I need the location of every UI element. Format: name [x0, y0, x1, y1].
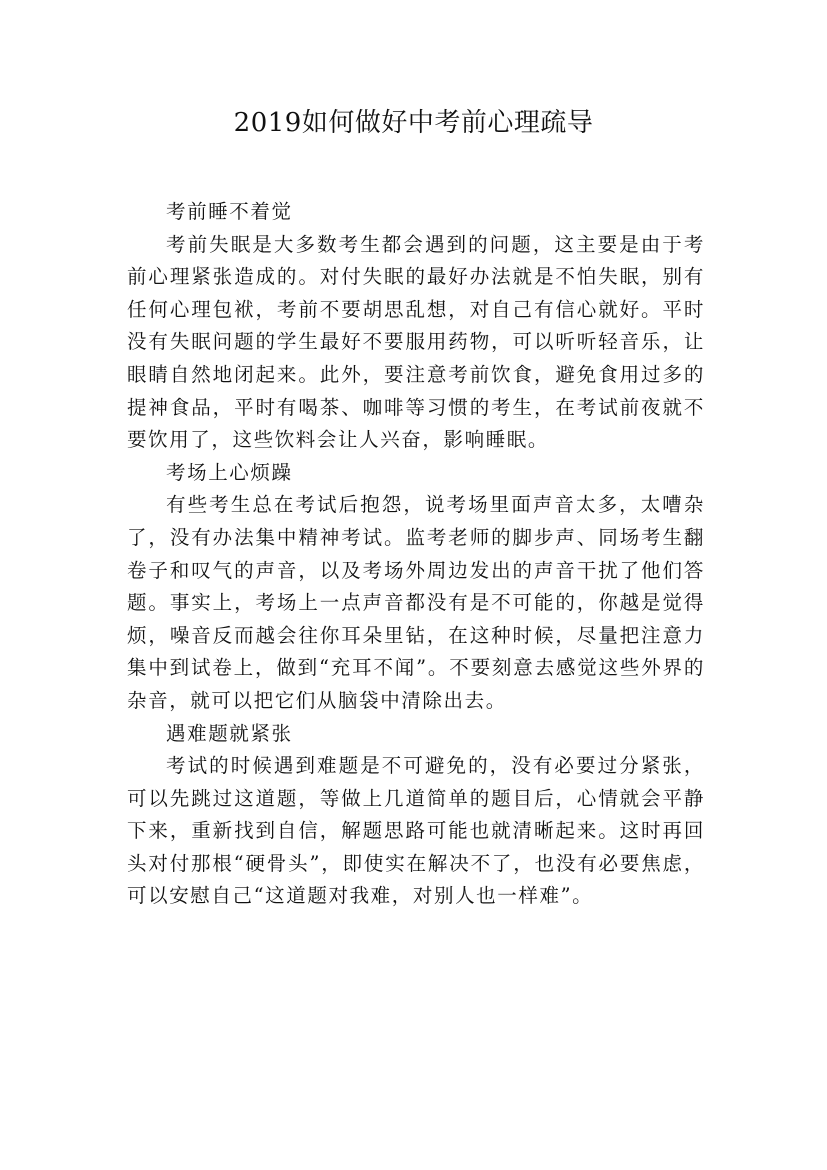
document-title: 2019如何做好中考前心理疏导 [233, 108, 594, 138]
section-heading-insomnia: 考前睡不着觉 [166, 200, 293, 223]
section-heading-noise: 考场上心烦躁 [166, 460, 293, 484]
section-paragraph-noise: 有些考生总在考试后抱怨，说考场里面声音太多，太嘈杂了，没有办法集中精神考试。监考老师的脚步声、同场考生翻卷子和叹气的声音，以及考场外周边发出的声音干扰了他们答题。事实上，考场上一点声音都没有是不可能的，你越是觉得烦，噪音反而越会往你耳朵里钻，在这种时候，尽量把注意力集中到试卷上，做到“充耳不闻”。不要刻意去感觉这些外界的杂音，就可以把它们从脑袋中清除出去。 [127, 493, 705, 712]
section-heading-hard-questions: 遇难题就紧张 [166, 721, 293, 745]
section-paragraph-insomnia: 考前失眠是大多数考生都会遇到的问题，这主要是由于考前心理紧张造成的。对付失眠的最好办法就是不怕失眠，别有任何心理包袱，考前不要胡思乱想，对自己有信心就好。平时没有失眠问题的学生最好不要服用药物，可以听听轻音乐，让眼睛自然地闭起来。此外，要注意考前饮食，避免食用过多的提神食品，平时有喝茶、咖啡等习惯的考生，在考试前夜就不要饮用了，这些饮料会让人兴奋，影响睡眠。 [127, 232, 705, 452]
section-paragraph-hard-questions: 考试的时候遇到难题是不可避免的，没有必要过分紧张，可以先跳过这道题，等做上几道简单的题目后，心情就会平静下来，重新找到自信，解题思路可能也就清晰起来。这时再回头对付那根“硬骨头”，即使实在解决不了，也没有必要焦虑，可以安慰自己“这道题对我难，对别人也一样难”。 [127, 754, 705, 908]
document-body [127, 196, 705, 913]
